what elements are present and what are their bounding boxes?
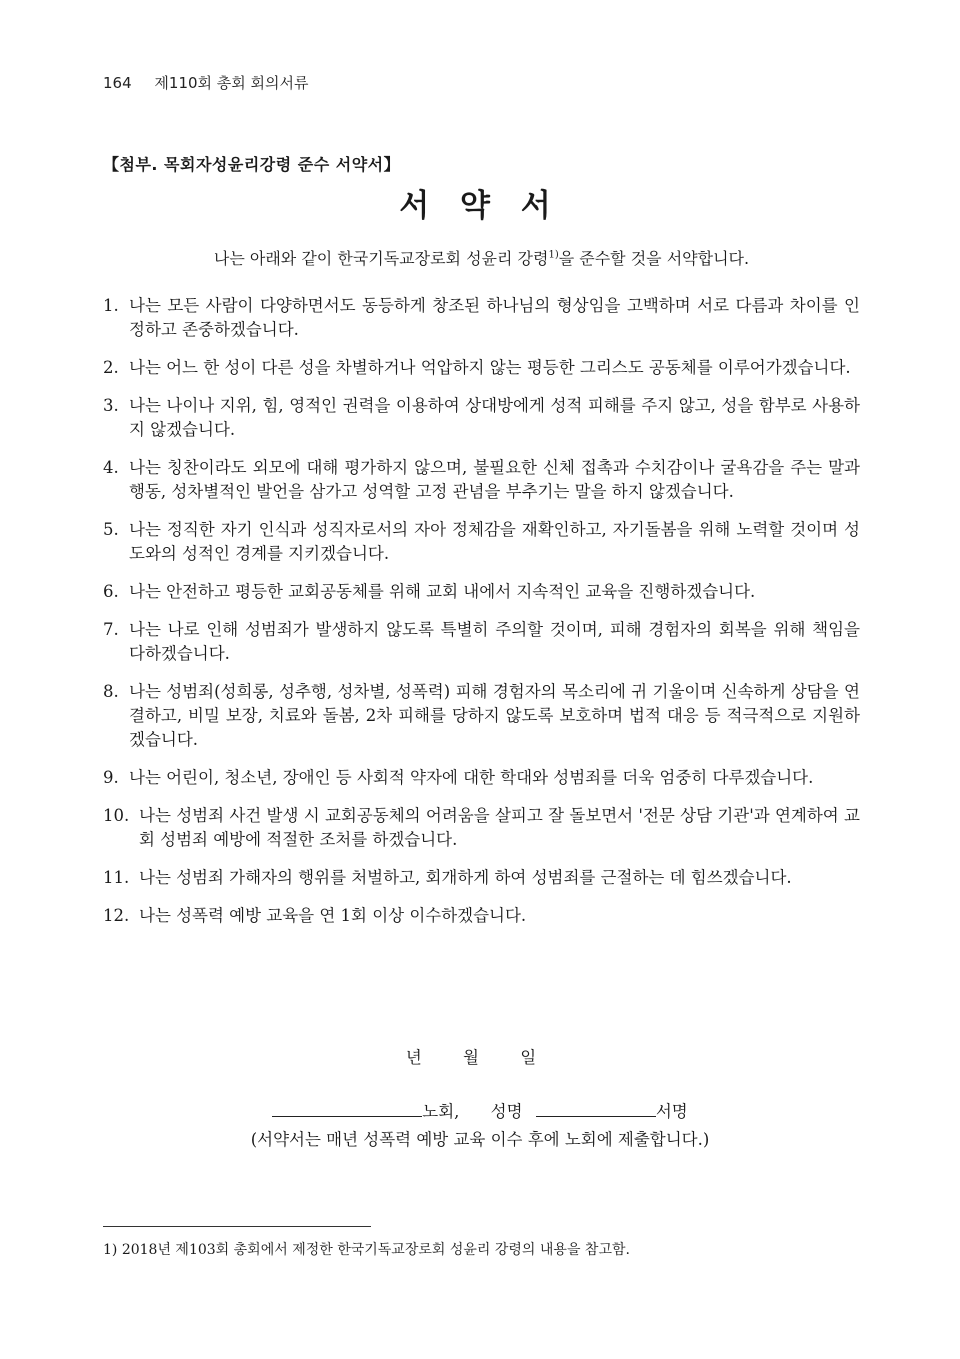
presbytery-label: 노회, [422,1102,460,1121]
pledge-number: 6. [103,582,119,601]
pledge-item [103,680,860,752]
attachment-heading: 【첨부. 목회자성윤리강령 준수 서약서】 [103,155,401,174]
pledge-text: 나는 나이나 지위, 힘, 영적인 권력을 이용하여 상대방에게 성적 피해를 주지 않고, 성을 함부로 사용하지 않겠습니다. [129,396,860,439]
submission-note: (서약서는 매년 성폭력 예방 교육 이수 후에 노회에 제출합니다.) [250,1130,710,1149]
pledge-text: 나는 모든 사람이 다양하면서도 동등하게 창조된 하나님의 형상임을 고백하며 서로 다름과 차이를 인정하고 존중하겠습니다. [129,296,860,339]
pledge-list [103,294,860,942]
pledge-item [103,580,860,604]
pledge-number: 1. [103,296,119,315]
signature-line [0,1098,960,1122]
pledge-number: 7. [103,620,119,639]
pledge-text: 나는 성범죄(성희롱, 성추행, 성차별, 성폭력) 피해 경험자의 목소리에 귀 기울이며 신속하게 상담을 연결하고, 비밀 보장, 치료와 돌봄, 2차 피해를 당하지 않도록 보호하며 법적 대응 등 적극적으로 지원하겠습니다. [129,682,860,749]
pledge-text: 나는 성폭력 예방 교육을 연 1회 이상 이수하겠습니다. [139,906,527,925]
pledge-text: 나는 어느 한 성이 다른 성을 차별하거나 억압하지 않는 평등한 그리스도 공동체를 이루어가겠습니다. [129,358,851,377]
pledge-item [103,294,860,342]
document-name: 제110회 총회 회의서류 [154,74,309,92]
presbytery-blank[interactable] [272,1102,422,1117]
pledge-number: 5. [103,520,119,539]
pledge-number: 2. [103,358,119,377]
pledge-text: 나는 성범죄 가해자의 행위를 처벌하고, 회개하게 하여 성범죄를 근절하는 데 힘쓰겠습니다. [139,868,792,887]
pledge-number: 10. [103,806,130,825]
page-title: 서 약 서 [399,188,561,224]
sign-label: 서명 [655,1102,688,1121]
pledge-item [103,394,860,442]
running-header [103,72,309,93]
intro-text-before: 나는 아래와 같이 한국기독교장로회 성윤리 강령 [213,249,549,268]
name-label: 성명 [490,1102,523,1121]
pledge-number: 3. [103,396,119,415]
pledge-text: 나는 어린이, 청소년, 장애인 등 사회적 약자에 대한 학대와 성범죄를 더욱 엄중히 다루겠습니다. [129,768,814,787]
footnote-reference: 1) [548,249,559,261]
date-line: 년 월 일 [405,1048,555,1067]
pledge-text: 나는 정직한 자기 인식과 성직자로서의 자아 정체감을 재확인하고, 자기돌봄을 위해 노력할 것이며 성도와의 성적인 경계를 지키겠습니다. [129,520,860,563]
footnote: 1) 2018년 제103회 총회에서 제정한 한국기독교장로회 성윤리 강령의 내용을 참고함. [103,1242,630,1258]
pledge-text: 나는 칭찬이라도 외모에 대해 평가하지 않으며, 불필요한 신체 접촉과 수치감이나 굴욕감을 주는 말과 행동, 성차별적인 발언을 삼가고 성역할 고정 관념을 부추기는 말을 하지 않겠습니다. [129,458,860,501]
footnote-divider [103,1226,371,1227]
pledge-text: 나는 성범죄 사건 발생 시 교회공동체의 어려움을 살피고 잘 돌보면서 '전문 상담 기관'과 연계하여 교회 성범죄 예방에 적절한 조처를 하겠습니다. [139,806,860,849]
pledge-number: 9. [103,768,119,787]
pledge-item [103,518,860,566]
page-number: 164 [103,74,132,92]
pledge-item [103,618,860,666]
pledge-number: 4. [103,458,119,477]
pledge-item [103,356,860,380]
pledge-number: 8. [103,682,119,701]
pledge-item [103,456,860,504]
pledge-number: 11. [103,868,130,887]
intro-text-after: 을 준수할 것을 서약합니다. [558,249,750,268]
pledge-item [103,904,860,928]
intro-statement [103,246,860,269]
pledge-text: 나는 나로 인해 성범죄가 발생하지 않도록 특별히 주의할 것이며, 피해 경험자의 회복을 위해 책임을 다하겠습니다. [129,620,860,663]
pledge-text: 나는 안전하고 평등한 교회공동체를 위해 교회 내에서 지속적인 교육을 진행하겠습니다. [129,582,756,601]
pledge-item [103,804,860,852]
pledge-item [103,866,860,890]
name-blank[interactable] [536,1102,656,1117]
pledge-item [103,766,860,790]
pledge-number: 12. [103,906,130,925]
